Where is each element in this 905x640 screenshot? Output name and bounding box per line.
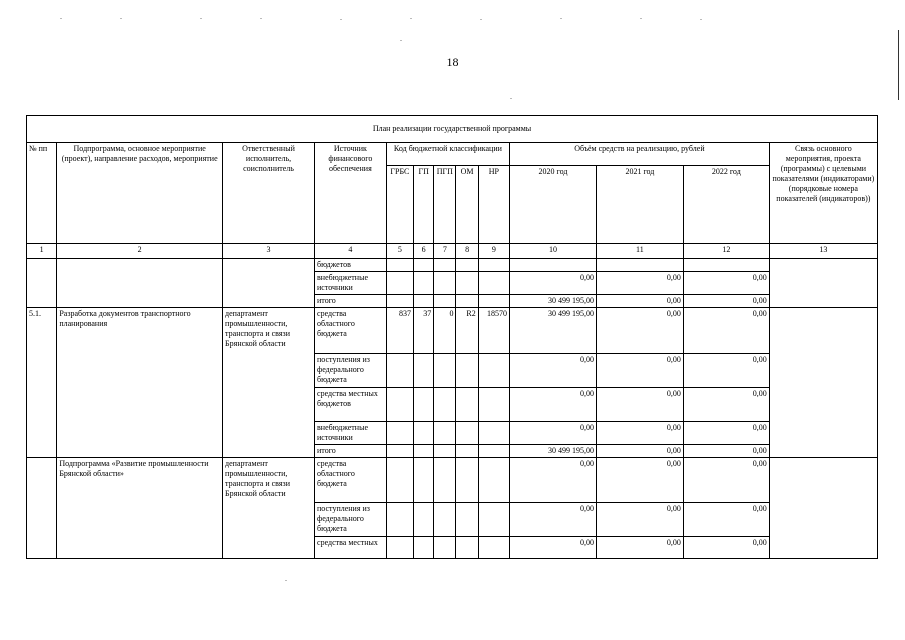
code-pgp: 0 — [434, 308, 456, 354]
value-2020: 0,00 — [510, 503, 597, 537]
header-2022: 2022 год — [683, 166, 769, 244]
header-name: Подпрограмма, основное мероприятие (проект), направление расходов, мероприятие — [57, 143, 223, 244]
value-2020: 30 499 195,00 — [510, 445, 597, 458]
value-2020: 0,00 — [510, 537, 597, 559]
source-cell: поступления из федерального бюджета — [315, 503, 387, 537]
row-number: 5.1. — [27, 308, 57, 458]
value-2021: 0,00 — [596, 354, 683, 388]
header-code-group: Код бюджетной классификации — [386, 143, 509, 166]
header-grbs: ГРБС — [386, 166, 413, 244]
link-cell — [769, 308, 877, 458]
source-cell: внебюджетные источники — [315, 272, 387, 295]
table-title: План реализации государственной программы — [27, 116, 878, 143]
code-nr: 18570 — [478, 308, 509, 354]
header-responsible: Ответственный исполнитель, соисполнитель — [223, 143, 315, 244]
source-cell: итого — [315, 295, 387, 308]
column-number-row — [27, 244, 878, 259]
header-nr: НР — [478, 166, 509, 244]
col-number: 9 — [478, 244, 509, 259]
table-row — [27, 259, 878, 272]
col-number: 10 — [510, 244, 597, 259]
source-cell: бюджетов — [315, 259, 387, 272]
header-link: Связь основного мероприятия, проекта (программы) с целевыми показателями (индикаторами) (порядковые номера показателей (индикаторов)) — [769, 143, 877, 244]
title-row — [27, 116, 878, 143]
col-number: 8 — [456, 244, 478, 259]
header-2021: 2021 год — [596, 166, 683, 244]
value-2021: 0,00 — [596, 272, 683, 295]
source-cell: средства областного бюджета — [315, 458, 387, 503]
value-2020: 0,00 — [510, 354, 597, 388]
value-2021 — [596, 259, 683, 272]
code-om: R2 — [456, 308, 478, 354]
value-2022: 0,00 — [683, 272, 769, 295]
col-number: 13 — [769, 244, 877, 259]
row-responsible: департамент промышленности, транспорта и связи Брянской области — [223, 308, 315, 458]
col-number: 7 — [434, 244, 456, 259]
program-plan-table — [26, 115, 878, 559]
value-2022: 0,00 — [683, 422, 769, 445]
value-2022: 0,00 — [683, 308, 769, 354]
value-2021: 0,00 — [596, 388, 683, 422]
source-cell: средства местных — [315, 537, 387, 559]
value-2021: 0,00 — [596, 308, 683, 354]
source-cell: средства областного бюджета — [315, 308, 387, 354]
source-cell: итого — [315, 445, 387, 458]
value-2021: 0,00 — [596, 445, 683, 458]
value-2020: 0,00 — [510, 388, 597, 422]
source-cell: внебюджетные источники — [315, 422, 387, 445]
source-cell: средства местных бюджетов — [315, 388, 387, 422]
col-number: 11 — [596, 244, 683, 259]
header-2020: 2020 год — [510, 166, 597, 244]
row-name-cell — [57, 259, 223, 308]
row-name: Подпрограмма «Развитие промышленности Брянской области» — [57, 458, 223, 559]
header-om: ОМ — [456, 166, 478, 244]
code-grbs: 837 — [386, 308, 413, 354]
row-responsible: департамент промышленности, транспорта и связи Брянской области — [223, 458, 315, 559]
header-num: № пп — [27, 143, 57, 244]
row-name: Разработка документов транспортного планирования — [57, 308, 223, 458]
header-row — [27, 143, 878, 166]
value-2022: 0,00 — [683, 503, 769, 537]
row-num-cell — [27, 259, 57, 308]
row-num-cell — [27, 458, 57, 559]
value-2022: 0,00 — [683, 445, 769, 458]
link-cell — [769, 458, 877, 559]
col-number: 6 — [414, 244, 434, 259]
value-2021: 0,00 — [596, 295, 683, 308]
col-number: 3 — [223, 244, 315, 259]
value-2020: 0,00 — [510, 458, 597, 503]
col-number: 1 — [27, 244, 57, 259]
col-number: 4 — [315, 244, 387, 259]
page-number: 18 — [446, 55, 459, 69]
value-2020: 0,00 — [510, 422, 597, 445]
value-2022: 0,00 — [683, 295, 769, 308]
table-row — [27, 308, 878, 354]
link-cell — [769, 259, 877, 308]
value-2020: 0,00 — [510, 272, 597, 295]
code-gp: 37 — [414, 308, 434, 354]
value-2020 — [510, 259, 597, 272]
header-gp: ГП — [414, 166, 434, 244]
value-2021: 0,00 — [596, 503, 683, 537]
table-row — [27, 458, 878, 503]
source-cell: поступления из федерального бюджета — [315, 354, 387, 388]
value-2021: 0,00 — [596, 422, 683, 445]
col-number: 5 — [386, 244, 413, 259]
row-responsible-cell — [223, 259, 315, 308]
col-number: 2 — [57, 244, 223, 259]
value-2022: 0,00 — [683, 537, 769, 559]
value-2022: 0,00 — [683, 458, 769, 503]
value-2020: 30 499 195,00 — [510, 308, 597, 354]
header-pgp: ПГП — [434, 166, 456, 244]
value-2020: 30 499 195,00 — [510, 295, 597, 308]
value-2021: 0,00 — [596, 458, 683, 503]
value-2022: 0,00 — [683, 388, 769, 422]
header-source: Источник финансового обеспечения — [315, 143, 387, 244]
value-2022: 0,00 — [683, 354, 769, 388]
col-number: 12 — [683, 244, 769, 259]
value-2021: 0,00 — [596, 537, 683, 559]
value-2022 — [683, 259, 769, 272]
header-volume-group: Объём средств на реализацию, рублей — [510, 143, 770, 166]
